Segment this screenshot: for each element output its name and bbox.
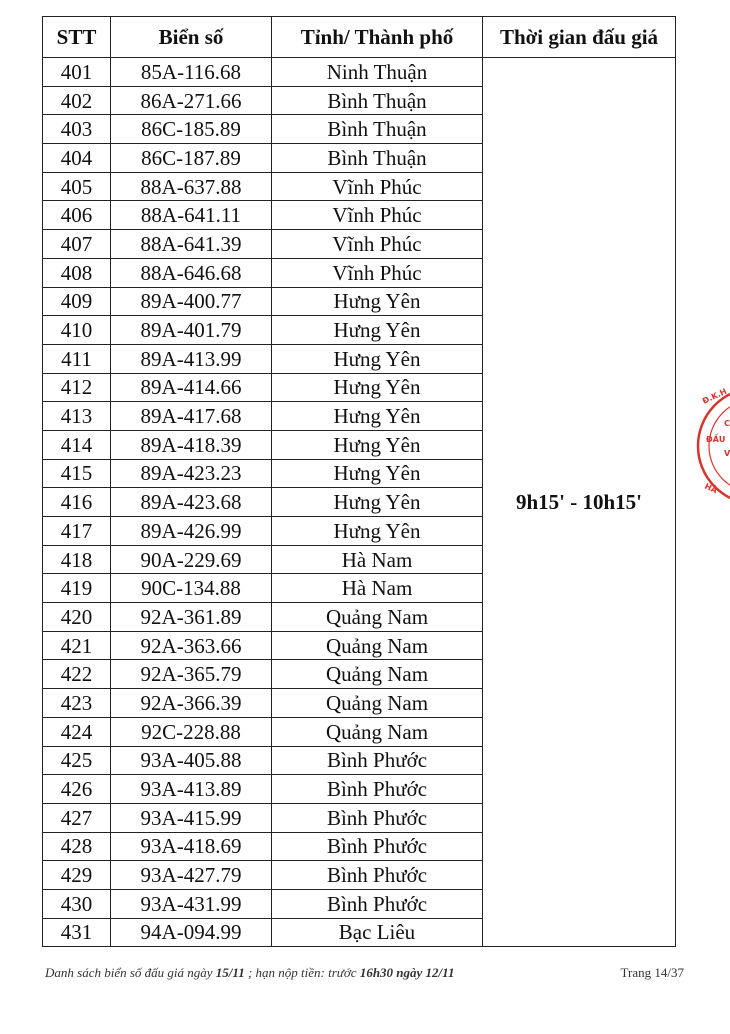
row-plate: 93A-431.99: [111, 889, 272, 918]
row-province: Hưng Yên: [272, 430, 483, 459]
row-plate: 92A-361.89: [111, 603, 272, 632]
svg-text:C: C: [724, 419, 730, 428]
page-number: Trang 14/37: [620, 965, 684, 980]
row-province: Quảng Nam: [272, 631, 483, 660]
row-stt: 407: [43, 230, 111, 259]
row-stt: 417: [43, 517, 111, 546]
row-plate: 88A-641.39: [111, 230, 272, 259]
auction-table: [42, 16, 676, 947]
svg-text:ĐẤU: ĐẤU: [706, 435, 726, 444]
row-stt: 405: [43, 172, 111, 201]
row-plate: 92A-363.66: [111, 631, 272, 660]
row-province: Bình Thuận: [272, 144, 483, 173]
row-plate: 88A-646.68: [111, 258, 272, 287]
seal-stamp: [694, 384, 730, 508]
row-province: Hưng Yên: [272, 316, 483, 345]
row-stt: 410: [43, 316, 111, 345]
row-plate: 93A-427.79: [111, 861, 272, 890]
row-stt: 423: [43, 689, 111, 718]
row-province: Quảng Nam: [272, 660, 483, 689]
row-province: Hưng Yên: [272, 459, 483, 488]
row-province: Hà Nam: [272, 545, 483, 574]
row-province: Quảng Nam: [272, 603, 483, 632]
row-stt: 403: [43, 115, 111, 144]
row-plate: 89A-423.23: [111, 459, 272, 488]
row-province: Bình Phước: [272, 746, 483, 775]
row-stt: 406: [43, 201, 111, 230]
row-plate: 89A-426.99: [111, 517, 272, 546]
row-province: Bình Phước: [272, 832, 483, 861]
seal-stamp-graphic: [694, 384, 730, 508]
row-plate: 90A-229.69: [111, 545, 272, 574]
row-stt: 426: [43, 775, 111, 804]
row-plate: 89A-400.77: [111, 287, 272, 316]
row-stt: 418: [43, 545, 111, 574]
row-plate: 88A-637.88: [111, 172, 272, 201]
row-province: Bình Phước: [272, 889, 483, 918]
table-body: [43, 58, 676, 947]
row-stt: 402: [43, 86, 111, 115]
row-plate: 89A-417.68: [111, 402, 272, 431]
svg-text:Đ.K.H: Đ.K.H: [701, 386, 729, 406]
row-stt: 420: [43, 603, 111, 632]
row-stt: 408: [43, 258, 111, 287]
table-row: [43, 58, 676, 87]
row-plate: 89A-401.79: [111, 316, 272, 345]
row-stt: 424: [43, 717, 111, 746]
row-stt: 421: [43, 631, 111, 660]
row-province: Hưng Yên: [272, 373, 483, 402]
row-province: Hưng Yên: [272, 488, 483, 517]
row-stt: 414: [43, 430, 111, 459]
row-stt: 427: [43, 803, 111, 832]
row-province: Hưng Yên: [272, 344, 483, 373]
row-province: Bình Thuận: [272, 115, 483, 144]
row-plate: 86C-187.89: [111, 144, 272, 173]
row-plate: 86C-185.89: [111, 115, 272, 144]
row-province: Vĩnh Phúc: [272, 201, 483, 230]
row-province: Vĩnh Phúc: [272, 258, 483, 287]
table-header-row: [43, 17, 676, 58]
row-stt: 425: [43, 746, 111, 775]
auction-time-cell: 9h15' - 10h15': [483, 58, 676, 947]
row-stt: 419: [43, 574, 111, 603]
header-province: Tỉnh/ Thành phố: [272, 17, 483, 58]
row-plate: 92A-366.39: [111, 689, 272, 718]
row-stt: 413: [43, 402, 111, 431]
row-plate: 88A-641.11: [111, 201, 272, 230]
row-province: Bình Phước: [272, 803, 483, 832]
row-stt: 411: [43, 344, 111, 373]
row-plate: 90C-134.88: [111, 574, 272, 603]
row-province: Quảng Nam: [272, 717, 483, 746]
row-stt: 422: [43, 660, 111, 689]
row-plate: 92A-365.79: [111, 660, 272, 689]
header-auction-time: Thời gian đấu giá: [483, 17, 676, 58]
row-stt: 401: [43, 58, 111, 87]
row-plate: 89A-414.66: [111, 373, 272, 402]
row-plate: 89A-418.39: [111, 430, 272, 459]
footer-note: [45, 965, 454, 981]
row-stt: 415: [43, 459, 111, 488]
footer-prefix: Danh sách biển số đấu giá ngày: [45, 965, 213, 980]
svg-text:V: V: [724, 449, 730, 458]
row-stt: 430: [43, 889, 111, 918]
row-province: Bình Phước: [272, 861, 483, 890]
row-province: Hà Nam: [272, 574, 483, 603]
footer-auction-date: 15/11: [215, 965, 245, 980]
row-plate: 93A-405.88: [111, 746, 272, 775]
row-plate: 93A-413.89: [111, 775, 272, 804]
row-stt: 412: [43, 373, 111, 402]
row-province: Bình Phước: [272, 775, 483, 804]
row-province: Ninh Thuận: [272, 58, 483, 87]
header-stt: STT: [43, 17, 111, 58]
row-province: Hưng Yên: [272, 287, 483, 316]
row-province: Vĩnh Phúc: [272, 230, 483, 259]
row-stt: 429: [43, 861, 111, 890]
row-province: Hưng Yên: [272, 517, 483, 546]
row-province: Bình Thuận: [272, 86, 483, 115]
row-plate: 89A-423.68: [111, 488, 272, 517]
row-province: Bạc Liêu: [272, 918, 483, 947]
footer-deadline-label: ; hạn nộp tiền: trước: [247, 965, 357, 980]
row-stt: 431: [43, 918, 111, 947]
row-province: Hưng Yên: [272, 402, 483, 431]
row-plate: 86A-271.66: [111, 86, 272, 115]
row-stt: 416: [43, 488, 111, 517]
row-plate: 92C-228.88: [111, 717, 272, 746]
row-stt: 428: [43, 832, 111, 861]
row-plate: 89A-413.99: [111, 344, 272, 373]
row-stt: 404: [43, 144, 111, 173]
row-province: Vĩnh Phúc: [272, 172, 483, 201]
header-plate: Biển số: [111, 17, 272, 58]
row-plate: 93A-415.99: [111, 803, 272, 832]
svg-text:HÀ: HÀ: [703, 481, 719, 496]
footer-deadline-time: 16h30 ngày 12/11: [359, 965, 455, 980]
row-plate: 93A-418.69: [111, 832, 272, 861]
row-province: Quảng Nam: [272, 689, 483, 718]
row-plate: 85A-116.68: [111, 58, 272, 87]
row-stt: 409: [43, 287, 111, 316]
row-plate: 94A-094.99: [111, 918, 272, 947]
